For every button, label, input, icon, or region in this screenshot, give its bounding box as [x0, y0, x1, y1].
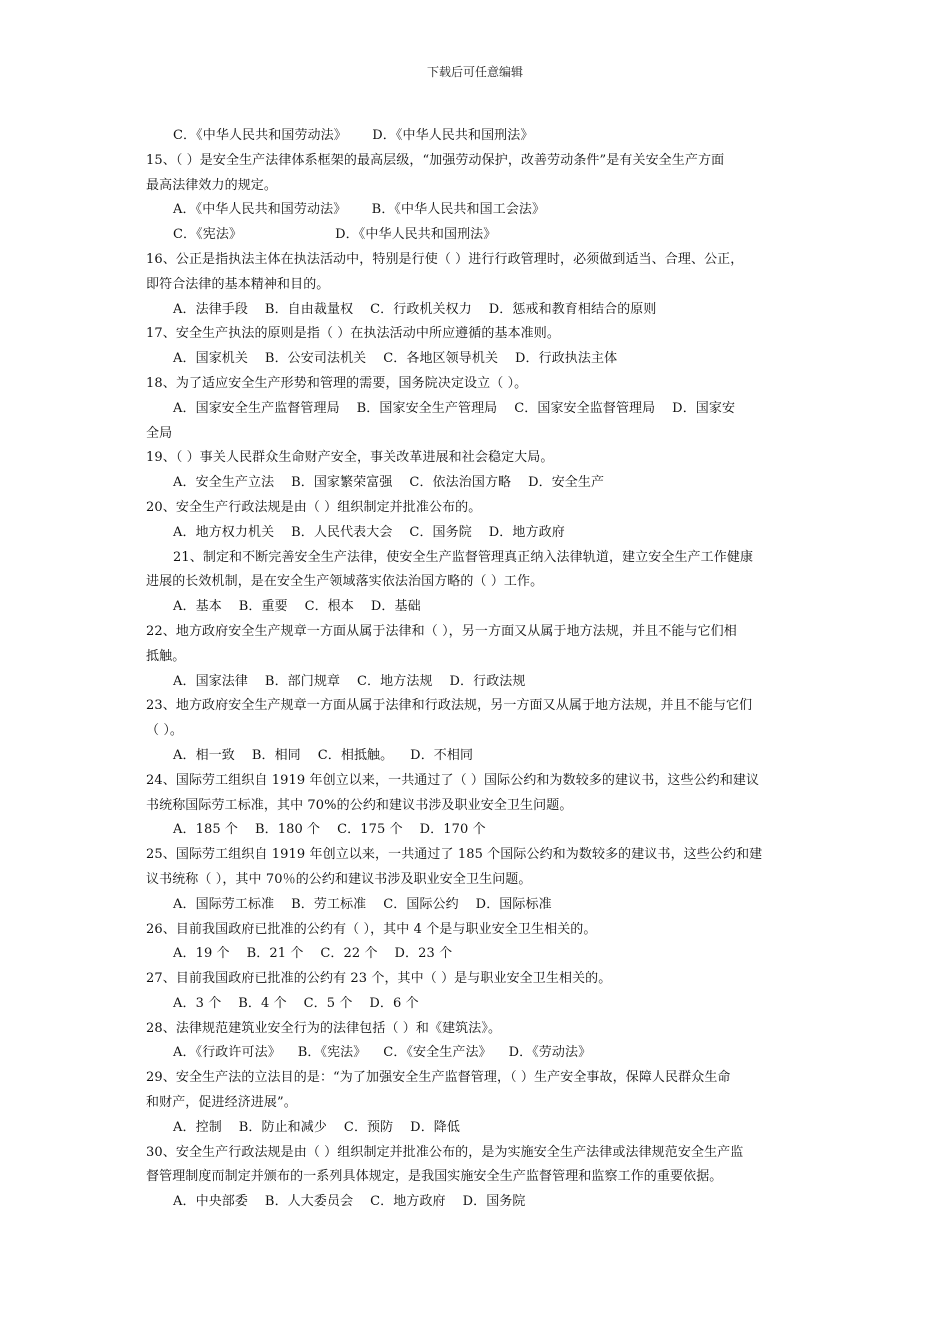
option-line: A．地方权力机关 B．人民代表大会 C．国务院 D．地方政府: [173, 524, 565, 540]
question-line: 议书统称（ ），其中 70％的公约和建议书涉及职业安全卫生问题。: [146, 871, 532, 887]
question-line: 18、为了适应安全生产形势和管理的需要，国务院决定设立（ ）。: [146, 375, 528, 391]
question-line: 26、目前我国政府已批准的公约有（ ），其中 4 个是与职业安全卫生相关的。: [146, 921, 597, 937]
question-line: 25、国际劳工组织自 1919 年创立以来，一共通过了 185 个国际公约和为数较多的建议书，这些公约和建: [146, 847, 763, 863]
option-line: A．国家安全生产监督管理局 B．国家安全生产管理局 C．国家安全监督管理局 D．国家安: [173, 400, 736, 416]
question-line: 30、安全生产行政法规是由（ ）组织制定并批准公布的，是为实施安全生产法律或法律规范安全生产监: [146, 1144, 744, 1160]
question-line: 即符合法律的基本精神和目的。: [146, 276, 330, 292]
question-line: 书统称国际劳工标准，其中 70%的公约和建议书涉及职业安全卫生问题。: [146, 797, 573, 813]
question-line: 19、（ ）事关人民群众生命财产安全，事关改革进展和社会稳定大局。: [146, 450, 554, 466]
question-line: 和财产，促进经济进展”。: [146, 1095, 297, 1111]
question-line: 23、地方政府安全生产规章一方面从属于法律和行政法规，另一方面又从属于地方法规，并且不能与它们: [146, 698, 753, 714]
option-line: A．3 个 B．4 个 C．5 个 D．6 个: [173, 995, 419, 1011]
option-line: A．《行政许可法》 B．《宪法》 C．《安全生产法》 D．《劳动法》: [173, 1045, 592, 1061]
question-line: 24、国际劳工组织自 1919 年创立以来，一共通过了（ ）国际公约和为数较多的建议书，这些公约和建议: [146, 772, 760, 788]
option-line: A．《中华人民共和国劳动法》 B．《中华人民共和国工会法》: [173, 202, 546, 218]
option-line: C．《中华人民共和国劳动法》 D．《中华人民共和国刑法》: [173, 128, 534, 143]
option-line: A．控制 B．防止和减少 C．预防 D．降低: [173, 1119, 460, 1135]
option-line: A．国家法律 B．部门规章 C．地方法规 D．行政法规: [173, 673, 526, 689]
option-line: A．19 个 B．21 个 C．22 个 D．23 个: [173, 946, 453, 962]
option-line: A．中央部委 B．人大委员会 C．地方政府 D．国务院: [173, 1194, 526, 1210]
question-line: 28、法律规范建筑业安全行为的法律包括（ ）和《建筑法》。: [146, 1020, 502, 1036]
option-line: C．《宪法》 D．《中华人民共和国刑法》: [173, 227, 497, 243]
page-header: 下载后可任意编辑: [426, 65, 523, 79]
question-line: 20、安全生产行政法规是由（ ）组织制定并批准公布的。: [146, 499, 482, 515]
question-line: 最高法律效力的规定。: [146, 177, 278, 193]
question-line: 16、公正是指执法主体在执法活动中，特别是行使（ ）进行行政管理时，必须做到适当、合理、公正，: [146, 251, 744, 267]
question-line: 22、地方政府安全生产规章一方面从属于法律和（ ），另一方面又从属于地方法规，并且不能与它们相: [146, 623, 737, 639]
option-line: A．国际劳工标准 B．劳工标准 C．国际公约 D．国际标准: [173, 896, 552, 912]
question-line: （ ）。: [146, 723, 184, 739]
question-line: 进展的长效机制，是在安全生产领域落实依法治国方略的（ ）工作。: [146, 574, 544, 590]
question-line: 全局: [146, 425, 173, 441]
option-line: A．国家机关 B．公安司法机关 C．各地区领导机关 D．行政执法主体: [173, 351, 618, 367]
option-line: A．基本 B．重要 C．根本 D．基础: [173, 599, 421, 615]
question-line: 17、安全生产执法的原则是指（ ）在执法活动中所应遵循的基本准则。: [146, 326, 560, 342]
option-line: A．安全生产立法 B．国家繁荣富强 C．依法治国方略 D．安全生产: [173, 475, 605, 491]
question-line: 督管理制度而制定并颁布的一系列具体规定，是我国实施安全生产监督管理和监察工作的重要依据。: [146, 1169, 723, 1185]
question-line: 27、目前我国政府已批准的公约有 23 个，其中（ ）是与职业安全卫生相关的。: [146, 971, 612, 987]
option-line: A．185 个 B．180 个 C．175 个 D．170 个: [173, 822, 486, 838]
question-line: 15、（ ）是安全生产法律体系框架的最高层级，“加强劳动保护，改善劳动条件”是有关安全生产方面: [146, 152, 725, 168]
option-line: A．法律手段 B．自由裁量权 C．行政机关权力 D．惩戒和教育相结合的原则: [173, 301, 657, 317]
document-body: [146, 124, 811, 1215]
question-line: 29、安全生产法的立法目的是：“为了加强安全生产监督管理，（ ）生产安全事故，保障人民群众生命: [146, 1070, 731, 1086]
option-line: 21、制定和不断完善安全生产法律，使安全生产监督管理真正纳入法律轨道，建立安全生产工作健康: [173, 549, 754, 565]
question-line: 抵触。: [146, 648, 186, 664]
option-line: A．相一致 B．相同 C．相抵触。 D．不相同: [173, 747, 474, 763]
